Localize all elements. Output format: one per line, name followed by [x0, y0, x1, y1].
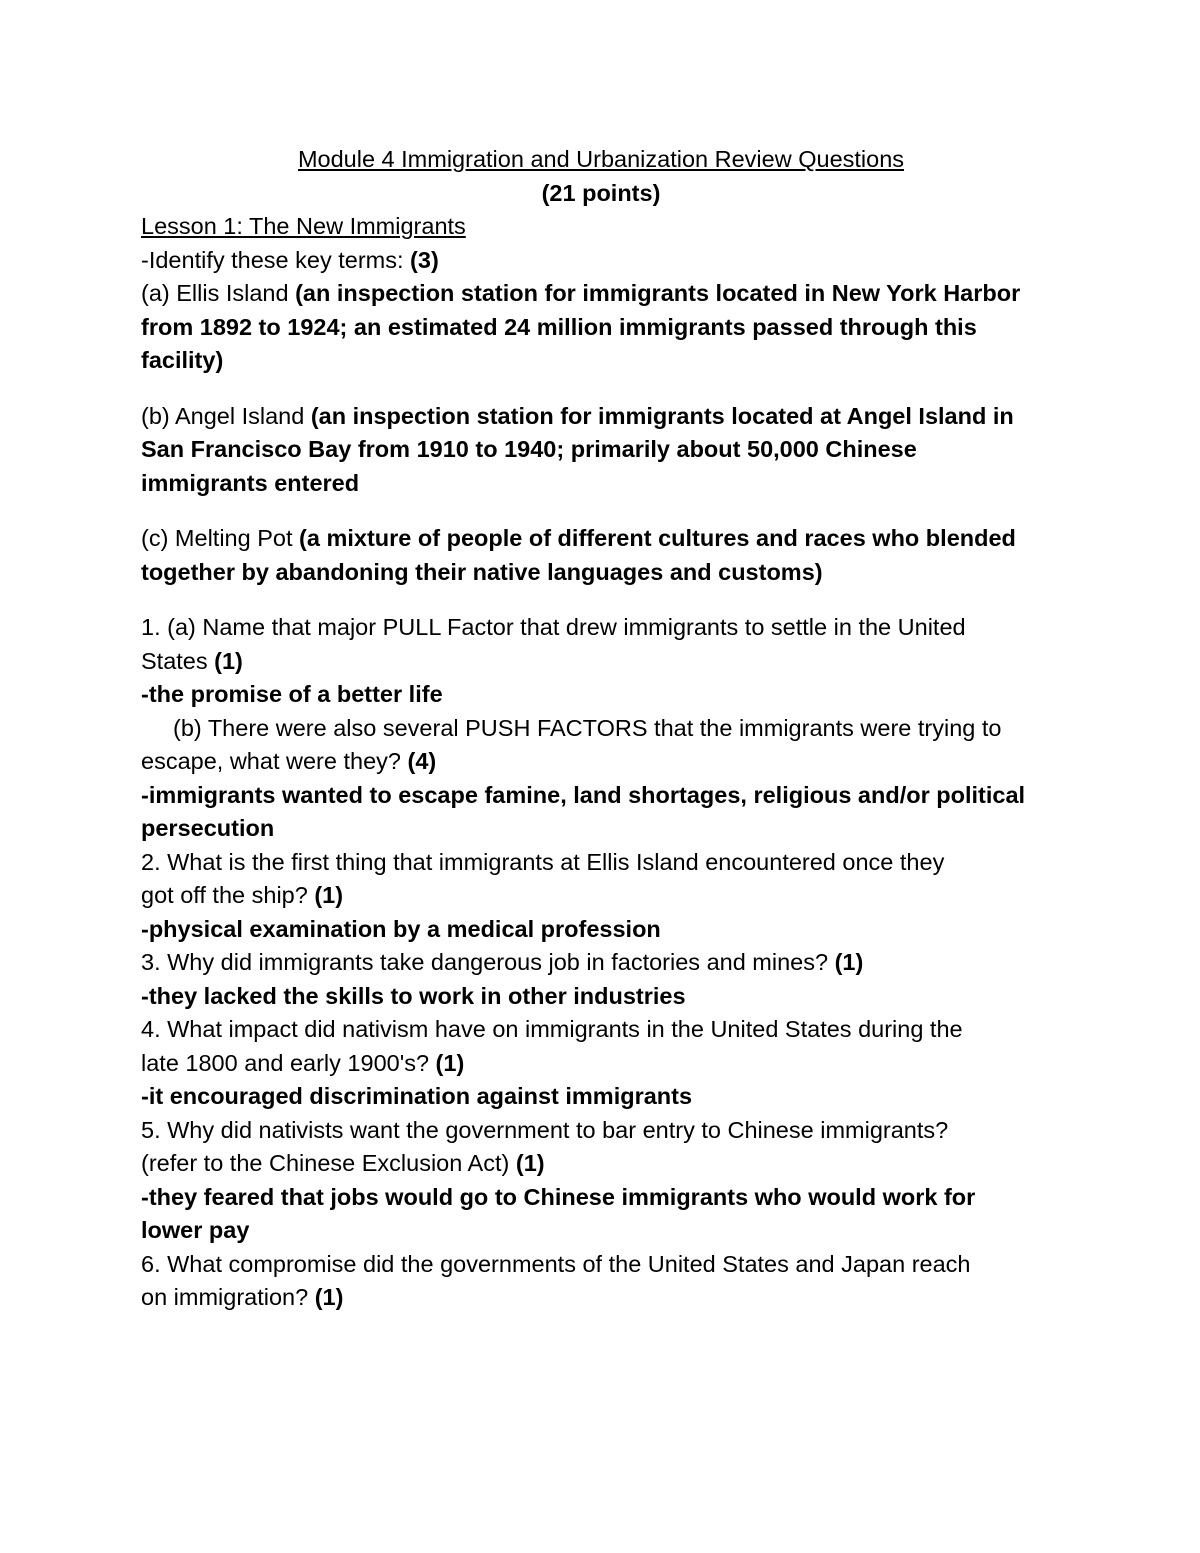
- question-2-points: (1): [314, 882, 344, 908]
- spacer: [141, 589, 1061, 611]
- question-1b-line-1: (b) There were also several PUSH FACTORS that the immigrants were trying to: [173, 714, 1002, 741]
- term-a-label: (a) Ellis Island: [141, 280, 296, 306]
- document-page: [141, 143, 1061, 1315]
- term-b-definition-part-2: San Francisco Bay from 1910 to 1940; primarily about 50,000 Chinese: [141, 436, 917, 462]
- question-4-line-2: [141, 1047, 1061, 1081]
- lesson-heading-row: [141, 210, 1061, 244]
- question-1b-text: escape, what were they?: [141, 748, 408, 774]
- answer-1b-line-2: persecution: [141, 815, 275, 841]
- question-5-line-2: [141, 1147, 1061, 1181]
- question-3-line-1: [141, 946, 1061, 980]
- question-5-line-1: 5. Why did nativists want the government to bar entry to Chinese immigrants?: [141, 1116, 949, 1143]
- total-points: (21 points): [541, 179, 661, 206]
- question-2-text: got off the ship?: [141, 882, 315, 908]
- answer-4: -it encouraged discrimination against immigrants: [141, 1083, 693, 1109]
- question-1a-text: States: [141, 647, 215, 674]
- spacer: [141, 500, 1061, 522]
- question-4-text: late 1800 and early 1900's?: [141, 1049, 436, 1076]
- term-c-line-1: [141, 522, 1061, 556]
- question-1a-line-2: [141, 645, 1061, 679]
- question-6-text: on immigration?: [141, 1284, 315, 1310]
- term-a-definition-part-2: from 1892 to 1924; an estimated 24 million immigrants passed through this: [141, 313, 977, 340]
- question-4-points: (1): [435, 1049, 465, 1076]
- question-1b-points: (4): [407, 748, 437, 774]
- question-2-line-2: [141, 879, 1061, 913]
- question-6-points: (1): [314, 1284, 344, 1310]
- term-b-definition-part-1: (an inspection station for immigrants located at Angel Island in: [310, 402, 1014, 429]
- lesson-heading: Lesson 1: The New Immigrants: [141, 213, 466, 239]
- term-c-definition-part-1: (a mixture of people of different cultures and races who blended: [299, 525, 1016, 551]
- question-5-points: (1): [515, 1150, 545, 1176]
- question-2-line-1: 2. What is the first thing that immigrants at Ellis Island encountered once they: [141, 848, 945, 875]
- question-4-line-1: 4. What impact did nativism have on immigrants in the United States during the: [141, 1016, 963, 1042]
- answer-2: -physical examination by a medical profession: [141, 915, 661, 942]
- term-a-definition-part-3: facility): [141, 347, 224, 373]
- term-c-label: (c) Melting Pot: [141, 525, 300, 551]
- question-5-text: (refer to the Chinese Exclusion Act): [141, 1150, 516, 1176]
- term-a-line-1: [141, 277, 1061, 311]
- term-c-definition-part-2: together by abandoning their native languages and customs): [141, 558, 823, 585]
- answer-1a: -the promise of a better life: [141, 681, 443, 707]
- answer-1b-line-1: -immigrants wanted to escape famine, land shortages, religious and/or political: [141, 781, 1026, 808]
- term-a-definition-part-1: (an inspection station for immigrants located in New York Harbor: [295, 280, 1021, 306]
- question-3-text: 3. Why did immigrants take dangerous job in factories and mines?: [141, 949, 835, 975]
- question-3-points: (1): [834, 949, 864, 975]
- key-terms-points: (3): [410, 246, 439, 273]
- document-title: Module 4 Immigration and Urbanization Review Questions: [297, 146, 905, 172]
- question-1a-line-1: 1. (a) Name that major PULL Factor that drew immigrants to settle in the United: [141, 614, 966, 640]
- key-terms-prompt: [141, 244, 1061, 278]
- answer-5-line-2: lower pay: [141, 1217, 250, 1243]
- answer-3: -they lacked the skills to work in other industries: [141, 982, 686, 1009]
- question-1b-line-2: [141, 745, 1061, 779]
- key-terms-text: -Identify these key terms:: [141, 246, 411, 273]
- question-6-line-2: [141, 1281, 1061, 1315]
- term-b-label: (b) Angel Island: [141, 402, 311, 429]
- answer-5-line-1: -they feared that jobs would go to Chinese immigrants who would work for: [141, 1183, 976, 1210]
- question-1a-points: (1): [214, 647, 243, 674]
- question-6-line-1: 6. What compromise did the governments of the United States and Japan reach: [141, 1250, 971, 1277]
- term-b-line-1: [141, 400, 1061, 434]
- term-b-definition-part-3: immigrants entered: [141, 469, 360, 496]
- spacer: [141, 378, 1061, 400]
